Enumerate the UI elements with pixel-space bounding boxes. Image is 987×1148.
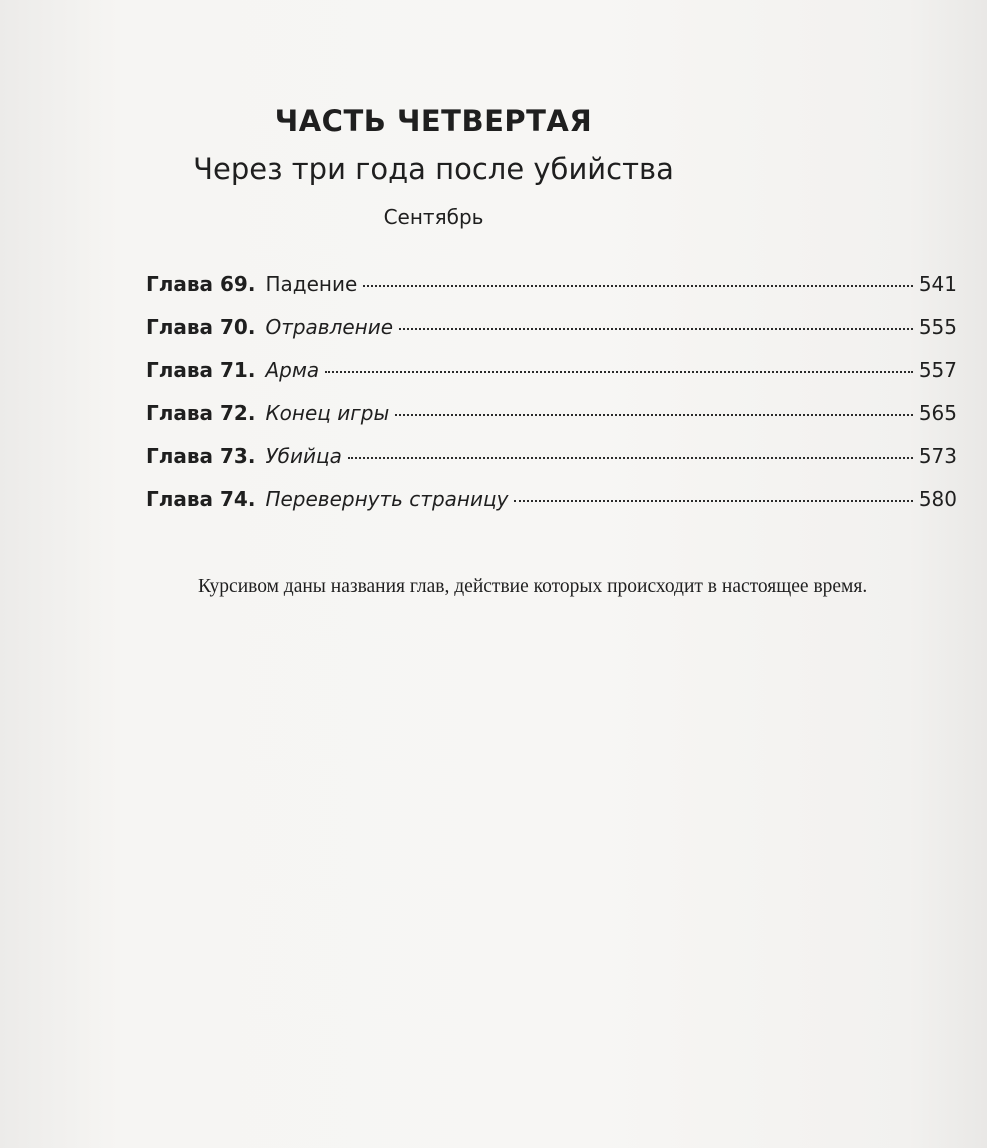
chapter-label: Глава 71. xyxy=(146,358,256,382)
chapter-label: Глава 70. xyxy=(146,315,256,339)
part-subtitle: Через три года после убийства xyxy=(193,152,674,186)
chapter-label: Глава 74. xyxy=(146,487,256,511)
dot-leader xyxy=(363,285,913,287)
page-number: 573 xyxy=(918,444,957,468)
footnote: Курсивом даны названия глав, действие которых происходит в настоящее время. xyxy=(198,576,868,597)
toc-entry xyxy=(146,401,957,444)
chapter-title: Отравление xyxy=(265,315,394,339)
page-number: 541 xyxy=(918,272,957,296)
page-number: 580 xyxy=(918,487,957,511)
chapter-label: Глава 69. xyxy=(146,272,256,296)
dot-leader xyxy=(395,414,913,416)
page-number: 565 xyxy=(918,401,957,425)
page-number: 557 xyxy=(918,358,957,382)
dot-leader xyxy=(514,500,912,502)
month-heading: Сентябрь xyxy=(383,205,484,229)
chapter-title: Перевернуть страницу xyxy=(265,487,509,511)
page-number: 555 xyxy=(918,315,957,339)
chapter-title: Конец игры xyxy=(265,401,390,425)
table-of-contents xyxy=(146,272,957,530)
chapter-label: Глава 72. xyxy=(146,401,256,425)
chapter-label: Глава 73. xyxy=(146,444,256,468)
chapter-title: Арма xyxy=(265,358,320,382)
toc-entry xyxy=(146,315,957,358)
dot-leader xyxy=(399,328,913,330)
dot-leader xyxy=(325,371,913,373)
chapter-title: Падение xyxy=(265,272,358,296)
toc-entry xyxy=(146,487,957,530)
toc-entry xyxy=(146,444,957,487)
chapter-title: Убийца xyxy=(265,444,342,468)
part-title: ЧАСТЬ ЧЕТВЕРТАЯ xyxy=(274,104,593,138)
toc-entry xyxy=(146,272,957,315)
toc-entry xyxy=(146,358,957,401)
dot-leader xyxy=(348,457,913,459)
